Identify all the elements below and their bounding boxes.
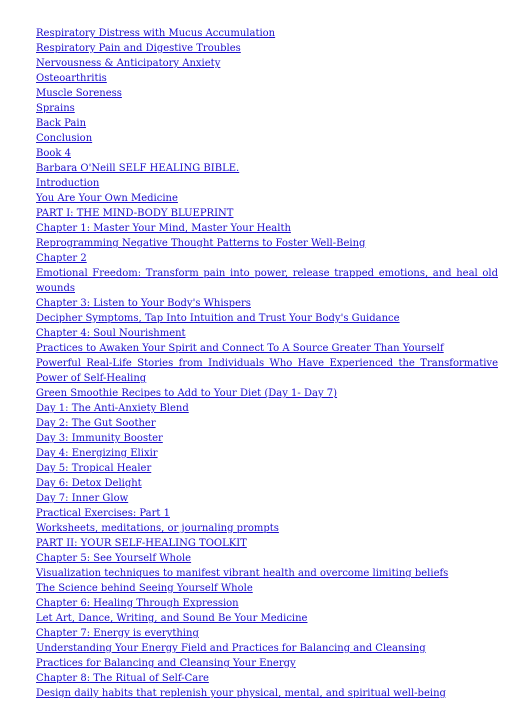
- toc-link[interactable]: Design daily habits that replenish your physical, mental, and spiritual well-being: [36, 688, 446, 699]
- toc-link[interactable]: Chapter 2: [36, 253, 87, 264]
- toc-link[interactable]: Understanding Your Energy Field and Practices for Balancing and Cleansing: [36, 643, 426, 654]
- table-of-contents: [36, 26, 498, 701]
- toc-link[interactable]: Book 4: [36, 148, 71, 159]
- toc-link[interactable]: Sprains: [36, 103, 75, 114]
- toc-link[interactable]: Reprogramming Negative Thought Patterns to Foster Well-Being: [36, 238, 366, 249]
- toc-link[interactable]: Chapter 4: Soul Nourishment: [36, 328, 186, 339]
- toc-link[interactable]: Chapter 8: The Ritual of Self-Care: [36, 673, 209, 684]
- toc-link[interactable]: Worksheets, meditations, or journaling prompts: [36, 523, 279, 534]
- toc-link[interactable]: Day 6: Detox Delight: [36, 478, 142, 489]
- toc-link[interactable]: Back Pain: [36, 118, 87, 129]
- toc-link[interactable]: Day 2: The Gut Soother: [36, 418, 156, 429]
- toc-link[interactable]: Chapter 5: See Yourself Whole: [36, 553, 192, 564]
- toc-link[interactable]: You Are Your Own Medicine: [36, 193, 178, 204]
- toc-link[interactable]: Barbara O'Neill SELF HEALING BIBLE.: [36, 163, 240, 174]
- toc-link[interactable]: Osteoarthritis: [36, 73, 107, 84]
- toc-link[interactable]: The Science behind Seeing Yourself Whole: [36, 583, 253, 594]
- toc-link[interactable]: Practices to Awaken Your Spirit and Connect To A Source Greater Than Yourself: [36, 343, 444, 354]
- toc-link[interactable]: Day 4: Energizing Elixir: [36, 448, 158, 459]
- toc-link[interactable]: Respiratory Pain and Digestive Troubles: [36, 43, 241, 54]
- toc-link[interactable]: Respiratory Distress with Mucus Accumulation: [36, 28, 276, 39]
- toc-link[interactable]: Nervousness & Anticipatory Anxiety: [36, 58, 221, 69]
- toc-link[interactable]: Chapter 6: Healing Through Expression: [36, 598, 239, 609]
- toc-link[interactable]: Practices for Balancing and Cleansing Your Energy: [36, 658, 296, 669]
- toc-link[interactable]: Decipher Symptoms, Tap Into Intuition and Trust Your Body's Guidance: [36, 313, 400, 324]
- toc-link[interactable]: Chapter 1: Master Your Mind, Master Your Health: [36, 223, 291, 234]
- toc-link[interactable]: Day 7: Inner Glow: [36, 493, 129, 504]
- toc-link[interactable]: Let Art, Dance, Writing, and Sound Be Your Medicine: [36, 613, 308, 624]
- toc-link[interactable]: Day 1: The Anti-Anxiety Blend: [36, 403, 189, 414]
- toc-link[interactable]: Day 3: Immunity Booster: [36, 433, 163, 444]
- toc-link[interactable]: Chapter 7: Energy is everything: [36, 628, 199, 639]
- toc-link[interactable]: Day 5: Tropical Healer: [36, 463, 152, 474]
- toc-link[interactable]: Chapter 3: Listen to Your Body's Whispers: [36, 298, 251, 309]
- toc-link[interactable]: PART I: THE MIND-BODY BLUEPRINT: [36, 208, 234, 219]
- toc-link[interactable]: Visualization techniques to manifest vibrant health and overcome limiting beliefs: [36, 568, 449, 579]
- toc-link[interactable]: PART II: YOUR SELF-HEALING TOOLKIT: [36, 538, 247, 549]
- toc-link[interactable]: Introduction: [36, 178, 100, 189]
- toc-link[interactable]: Powerful Real-Life Stories from Individuals Who Have Experienced the Transformative Power of Self-Healing: [36, 358, 498, 384]
- toc-link[interactable]: Muscle Soreness: [36, 88, 122, 99]
- toc-link[interactable]: Practical Exercises: Part 1: [36, 508, 170, 519]
- toc-link[interactable]: Conclusion: [36, 133, 93, 144]
- toc-link[interactable]: Emotional Freedom: Transform pain into power, release trapped emotions, and heal old wounds: [36, 268, 498, 294]
- toc-link[interactable]: Green Smoothie Recipes to Add to Your Diet (Day 1- Day 7): [36, 388, 338, 399]
